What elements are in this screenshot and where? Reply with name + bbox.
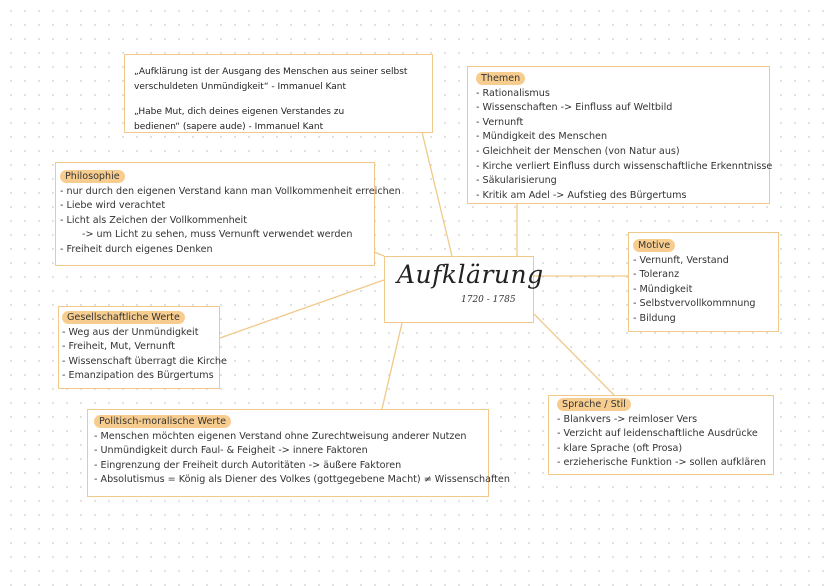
politisch-item: - Unmündigkeit durch Faul- & Feigheit -> innere Faktoren bbox=[94, 445, 368, 457]
themen-item: - Kritik am Adel -> Aufstieg des Bürgertums bbox=[476, 189, 687, 201]
quote-1-line-1: „Aufklärung ist der Ausgang des Menschen aus seiner selbst bbox=[134, 67, 408, 77]
motive-box bbox=[628, 232, 779, 332]
motive-item: - Vernunft, Verstand bbox=[633, 254, 729, 266]
quote-2-line-1: „Habe Mut, dich deines eigenen Verstandes zu bbox=[134, 107, 345, 117]
philosophie-item: -> um Licht zu sehen, muss Vernunft verwendet werden bbox=[82, 229, 353, 241]
philosophie-item: - Liebe wird verachtet bbox=[60, 200, 166, 212]
philosophie-label: Philosophie bbox=[60, 170, 125, 183]
connector-sprache bbox=[534, 314, 614, 395]
themen-item: - Vernunft bbox=[476, 116, 524, 128]
motive-item: - Selbstvervollkommnung bbox=[633, 298, 756, 310]
connector-gesellschaft bbox=[220, 280, 384, 338]
philosophie-item: - Licht als Zeichen der Vollkommenheit bbox=[60, 214, 247, 226]
themen-item: - Mündigkeit des Menschen bbox=[476, 131, 608, 143]
gesellschaft-item: - Wissenschaft überragt die Kirche bbox=[62, 355, 227, 367]
sprache-item: - klare Sprache (oft Prosa) bbox=[557, 442, 683, 454]
philosophie-item: - Freiheit durch eigenes Denken bbox=[60, 243, 213, 255]
gesellschaft-box bbox=[58, 306, 227, 389]
politisch-box bbox=[87, 409, 510, 497]
motive-item: - Toleranz bbox=[633, 269, 680, 281]
politisch-item: - Eingrenzung der Freiheit durch Autoritäten -> äußere Faktoren bbox=[94, 459, 402, 471]
themen-item: - Rationalismus bbox=[476, 87, 550, 99]
themen-label: Themen bbox=[476, 72, 525, 85]
gesellschaft-label: Gesellschaftliche Werte bbox=[62, 311, 185, 324]
sprache-item: - Verzicht auf leidenschaftliche Ausdrücke bbox=[557, 428, 758, 440]
connector-quotes bbox=[422, 132, 452, 256]
quote-1-line-2: verschuldeten Unmündigkeit“ - Immanuel Kant bbox=[134, 81, 346, 92]
motive-item: - Bildung bbox=[633, 312, 676, 324]
themen-box bbox=[467, 66, 773, 204]
sprache-item: - erzieherische Funktion -> sollen aufklären bbox=[557, 457, 766, 469]
politisch-item: - Menschen möchten eigenen Verstand ohne Zurechtweisung anderer Nutzen bbox=[94, 430, 467, 442]
themen-item: - Gleichheit der Menschen (von Natur aus) bbox=[476, 145, 680, 157]
sprache-box bbox=[548, 395, 774, 475]
philosophie-box bbox=[55, 162, 401, 266]
themen-item: - Kirche verliert Einfluss durch wissenschaftliche Erkenntnisse bbox=[476, 160, 773, 172]
themen-item: - Säkularisierung bbox=[476, 175, 557, 187]
connector-politisch bbox=[382, 323, 402, 409]
quote-2-line-2: bedienen“ (sapere aude) - Immanuel Kant bbox=[134, 121, 324, 132]
motive-label: Motive bbox=[633, 239, 675, 252]
themen-item: - Wissenschaften -> Einfluss auf Weltbild bbox=[476, 102, 673, 114]
philosophie-item: - nur durch den eigenen Verstand kann man Vollkommenheit erreichen bbox=[60, 185, 401, 197]
gesellschaft-item: - Emanzipation des Bürgertums bbox=[62, 370, 214, 382]
politisch-label: Politisch-moralische Werte bbox=[94, 415, 231, 428]
quotes-box bbox=[124, 54, 433, 133]
gesellschaft-item: - Weg aus der Unmündigkeit bbox=[62, 326, 199, 338]
sprache-label: Sprache / Stil bbox=[557, 398, 631, 411]
center-title: Aufklärung bbox=[397, 260, 544, 289]
gesellschaft-item: - Freiheit, Mut, Vernunft bbox=[62, 341, 176, 353]
center-years: 1720 - 1785 bbox=[461, 295, 516, 305]
motive-item: - Mündigkeit bbox=[633, 283, 693, 295]
sprache-item: - Blankvers -> reimloser Vers bbox=[557, 413, 698, 425]
politisch-item: - Absolutismus = König als Diener des Volkes (gottgegebene Macht) ≠ Wissenschaften bbox=[94, 474, 510, 486]
